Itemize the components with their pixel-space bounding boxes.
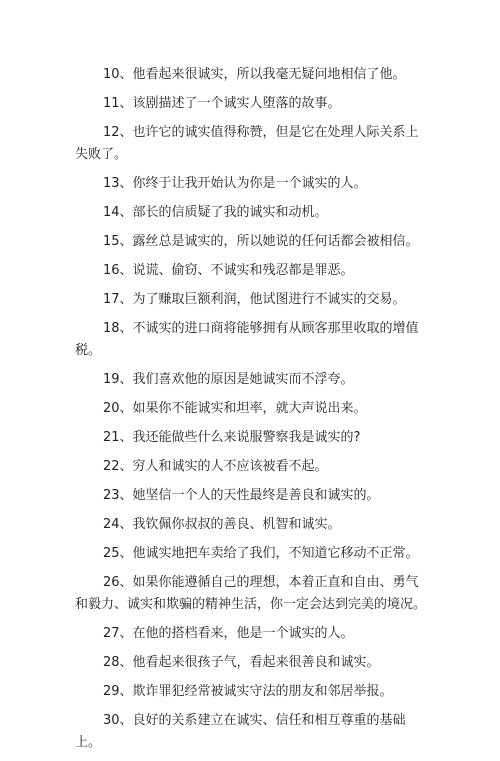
sentence-12: 12、也许它的诚实值得称赞，但是它在处理人际关系上失败了。 — [75, 125, 419, 162]
sentence-22: 22、穷人和诚实的人不应该被看不起。 — [103, 459, 328, 474]
sentence-17: 17、为了赚取巨额利润，他试图进行不诚实的交易。 — [103, 292, 406, 307]
sentence-30: 30、良好的关系建立在诚实、信任和相互尊重的基础上。 — [75, 713, 406, 750]
sentence-27: 27、在他的搭档看来，他是一个诚实的人。 — [103, 626, 354, 641]
sentence-21: 21、我还能做些什么来说服警察我是诚实的? — [103, 430, 361, 445]
sentence-29: 29、欺诈罪犯经常被诚实守法的朋友和邻居举报。 — [103, 684, 393, 699]
sentence-14: 14、部长的信质疑了我的诚实和动机。 — [103, 205, 328, 220]
sentence-28: 28、他看起来很孩子气，看起来很善良和诚实。 — [103, 655, 380, 670]
sentence-24: 24、我钦佩你叔叔的善良、机智和诚实。 — [103, 517, 341, 532]
sentence-18: 18、不诚实的进口商将能够拥有从顾客那里收取的增值税。 — [75, 321, 419, 358]
sentence-25: 25、他诚实地把车卖给了我们，不知道它移动不正常。 — [103, 546, 419, 561]
sentence-list — [75, 64, 430, 761]
sentence-19: 19、我们喜欢他的原因是她诚实而不浮夸。 — [103, 372, 354, 387]
sentence-26: 26、如果你能遵循自己的理想，本着正直和自由、勇气和毅力、诚实和欺骗的精神生活，你一定会达到完美的境况。 — [75, 575, 427, 612]
sentence-13: 13、你终于让我开始认为你是一个诚实的人。 — [103, 176, 367, 191]
sentence-20: 20、如果你不能诚实和坦率，就大声说出来。 — [103, 401, 367, 416]
sentence-16: 16、说谎、偷窃、不诚实和残忍都是罪恶。 — [103, 263, 354, 278]
sentence-15: 15、露丝总是诚实的，所以她说的任何话都会被相信。 — [103, 234, 419, 249]
sentence-23: 23、她坚信一个人的天性最终是善良和诚实的。 — [103, 488, 380, 503]
sentence-10: 10、他看起来很诚实，所以我毫无疑问地相信了他。 — [103, 67, 406, 82]
sentence-11: 11、该剧描述了一个诚实人堕落的故事。 — [103, 96, 341, 111]
